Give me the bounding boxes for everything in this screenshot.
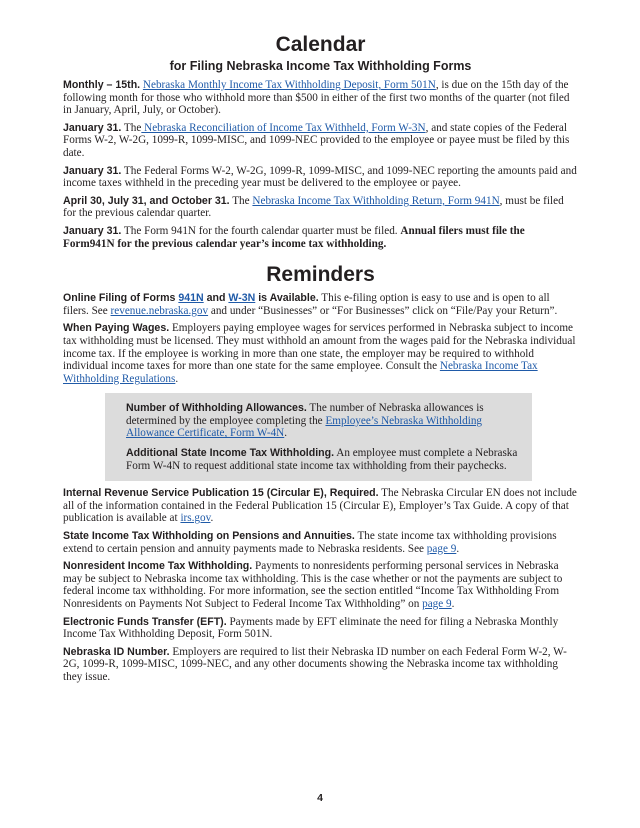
calendar-item-jan31-941n xyxy=(63,225,578,250)
form-w4n-link[interactable]: Employee’s Nebraska Withholding Allowance Certificate, Form W-4N xyxy=(126,414,483,440)
reminders-title: Reminders xyxy=(266,263,375,287)
item-text: , is due on the 15th day of the following month for those who withhold more than $500 in either of the first two months of the quarter (not filed in January, April, July, or October). xyxy=(63,79,570,117)
item-pre: The xyxy=(229,194,253,207)
item-lead: Nebraska ID Number. xyxy=(63,645,170,658)
form-501n-link[interactable]: Nebraska Monthly Income Tax Withholding Deposit, Form 501N xyxy=(142,79,436,91)
calendar-item-jan31-federal xyxy=(63,165,578,190)
form-w3n-link[interactable]: Nebraska Reconciliation of Income Tax Withheld, Form W-3N xyxy=(141,121,426,134)
withholding-regulations-link[interactable]: Nebraska Income Tax Withholding Regulations xyxy=(63,360,538,385)
item-lead: Nonresident Income Tax Withholding. xyxy=(63,560,253,573)
additional-withholding-note xyxy=(126,447,522,472)
item-end: . xyxy=(210,512,214,525)
item-text: An employee must complete a Nebraska Form W-4N to request additional state income tax withholding from their paychecks. xyxy=(126,447,518,472)
item-text: Payments made by EFT eliminate the need for filing a Nebraska Monthly Income Tax Withholding Deposit, Form 501N. xyxy=(63,615,559,641)
page-number: 4 xyxy=(317,792,323,804)
document-page xyxy=(63,32,578,689)
item-lead: Online Filing of Forms xyxy=(63,292,179,305)
item-lead: State Income Tax Withholding on Pensions and Annuities. xyxy=(63,530,355,543)
reminder-eft xyxy=(63,616,578,641)
reminder-pensions xyxy=(63,530,578,555)
item-text: and under “Businesses” or “For Businesses” click on “File/Pay your Return”. xyxy=(208,304,558,317)
calendar-item-jan31-w3n xyxy=(63,122,578,160)
form-w3n-link[interactable]: W-3N xyxy=(228,292,256,305)
item-text: The number of Nebraska allowances is determined by the employee completing the xyxy=(126,402,484,427)
item-lead: January 31. xyxy=(63,121,122,134)
item-text: The state income tax withholding provisions extend to certain pension and annuity payments made to Nebraska residents. See xyxy=(63,530,557,555)
form-941n-link[interactable]: 941N xyxy=(178,292,204,305)
reminder-nonresident xyxy=(63,560,578,610)
item-lead: January 31. xyxy=(63,164,122,177)
item-text: , must be filed for the previous calendar quarter. xyxy=(63,194,564,220)
page-9-link[interactable]: page 9 xyxy=(422,598,452,610)
item-text: The Federal Forms W-2, W-2G, 1099-R, 1099-MISC, and 1099-NEC reporting the amounts paid and income taxes withheld in the preceding year must be delivered to the employee or payee. xyxy=(63,164,577,190)
calendar-title: Calendar xyxy=(275,33,366,56)
item-text: Payments to nonresidents performing personal services in Nebraska may be subject to Nebraska income tax withholding. This is the case whether or not the payments are subject to federal income tax withholding. For more information, see the section entitled “Income Tax Withholding From Nonresidents on Payments Not Subject to Federal Income Tax Withholding” on xyxy=(63,560,563,610)
annual-filers-note: Annual filers must file the Form941N for the previous calendar year’s income tax withholding. xyxy=(63,224,525,250)
item-text: The Nebraska Circular EN does not include all of the information contained in the Federal Publication 15 (Circular E), Employer’s Tax Guide. A copy of that publication is available at xyxy=(63,487,577,525)
item-lead: When Paying Wages. xyxy=(63,322,170,335)
page-9-link[interactable]: page 9 xyxy=(426,542,457,555)
reminder-irs-publication xyxy=(63,487,578,525)
reminder-nebraska-id xyxy=(63,646,578,684)
allowances-callout-box xyxy=(105,393,532,481)
item-text: Employers paying employee wages for services performed in Nebraska subject to income tax withholding must be licensed. They must withhold an amount from the wages paid for the Nebraska individual income tax. If the employee is working in more than one state, the employer may be required to withhold individual income taxes for more than one state for the same employee. Consult the xyxy=(63,322,576,373)
item-end: . xyxy=(451,598,455,610)
item-lead: Internal Revenue Service Publication 15 (Circular E), Required. xyxy=(63,487,379,500)
withholding-allowances-note xyxy=(126,402,522,440)
item-lead: is Available. xyxy=(255,292,319,305)
revenue-website-link[interactable]: revenue.nebraska.gov xyxy=(110,304,209,317)
form-941n-link[interactable]: Nebraska Income Tax Withholding Return, Form 941N xyxy=(252,194,500,207)
reminder-online-filing xyxy=(63,292,578,317)
item-lead: Electronic Funds Transfer (EFT). xyxy=(63,615,227,628)
reminder-paying-wages xyxy=(63,322,578,385)
calendar-item-monthly xyxy=(63,79,578,117)
item-lead: Number of Withholding Allowances. xyxy=(126,402,307,415)
item-lead: Monthly – 15th. xyxy=(63,79,141,91)
item-lead: Additional State Income Tax Withholding. xyxy=(126,447,335,460)
item-lead: April 30, July 31, and October 31. xyxy=(63,194,230,207)
item-text: This e-filing option is easy to use and is open to all filers. See xyxy=(63,292,550,317)
item-pre: The xyxy=(121,121,142,134)
calendar-subtitle: for Filing Nebraska Income Tax Withholding Forms xyxy=(169,59,472,73)
irs-website-link[interactable]: irs.gov xyxy=(180,512,211,525)
item-text: Employers are required to list their Nebraska ID number on each Federal Form W-2, W-2G, 1099-R, 1099-MISC, 1099-NEC, and any other documents showing the Nebraska income tax withholding they issue. xyxy=(63,645,567,683)
item-lead: January 31. xyxy=(63,224,122,237)
item-end: . xyxy=(284,427,288,440)
item-text: The Form 941N for the fourth calendar quarter must be filed. xyxy=(121,224,401,237)
item-lead: and xyxy=(203,292,229,305)
calendar-item-quarterly xyxy=(63,195,578,220)
item-text: , and state copies of the Federal Forms W-2, W-2G, 1099-R, 1099-MISC, and 1099-NEC provided to the employee or payee must be filed by this date. xyxy=(63,121,570,159)
item-end: . xyxy=(456,542,460,555)
item-end: . xyxy=(175,372,179,385)
